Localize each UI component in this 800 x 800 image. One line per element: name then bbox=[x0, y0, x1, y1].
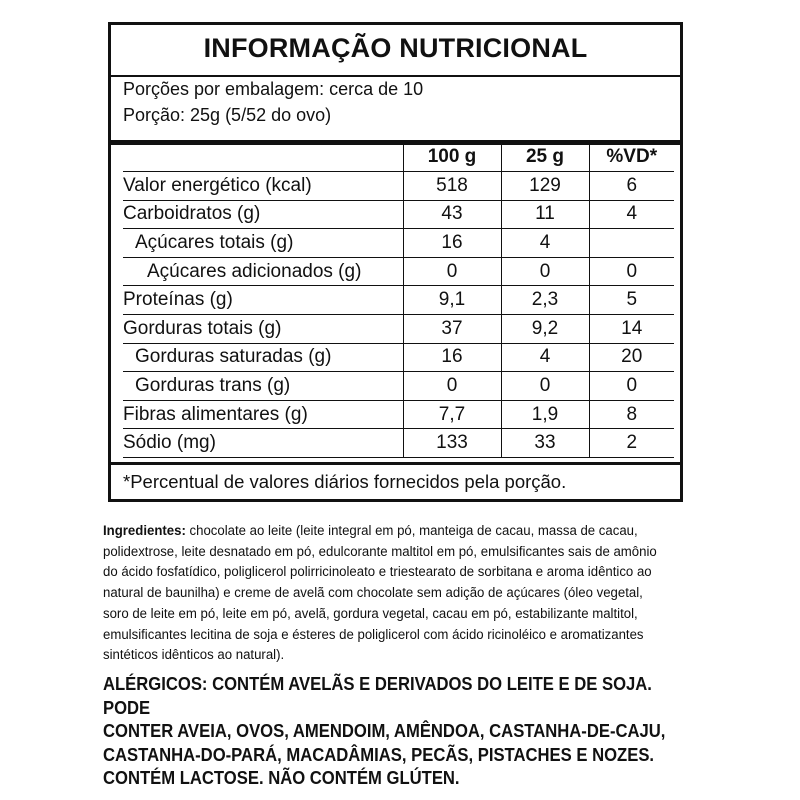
nutrient-row bbox=[123, 257, 674, 286]
value-per-serving: 4 bbox=[501, 229, 589, 258]
value-per-serving: 9,2 bbox=[501, 315, 589, 344]
column-header-100g: 100 g bbox=[403, 143, 501, 172]
nutrient-row bbox=[123, 315, 674, 344]
value-per-100g: 0 bbox=[403, 372, 501, 401]
value-daily-percent: 8 bbox=[589, 400, 674, 429]
value-per-serving: 2,3 bbox=[501, 286, 589, 315]
value-per-serving: 4 bbox=[501, 343, 589, 372]
value-per-100g: 518 bbox=[403, 172, 501, 201]
allergens-line: ALÉRGICOS: CONTÉM AVELÃS E DERIVADOS DO LEITE E DE SOJA. PODE bbox=[103, 674, 652, 718]
nutrient-name: Gorduras trans (g) bbox=[123, 372, 403, 401]
column-header-serving: 25 g bbox=[501, 143, 589, 172]
nutrient-name: Açúcares adicionados (g) bbox=[123, 257, 403, 286]
nutrient-row bbox=[123, 172, 674, 201]
ingredients-line: sintéticos idênticos ao natural). bbox=[103, 647, 285, 664]
allergens-line: CONTÉM LACTOSE. NÃO CONTÉM GLÚTEN. bbox=[103, 768, 460, 788]
value-per-serving: 33 bbox=[501, 429, 589, 458]
servings-per-package: Porções por embalagem: cerca de 10 bbox=[123, 79, 424, 99]
value-per-100g: 0 bbox=[403, 257, 501, 286]
nutrient-row bbox=[123, 200, 674, 229]
allergens-line: CONTER AVEIA, OVOS, AMENDOIM, AMÊNDOA, CASTANHA-DE-CAJU, bbox=[103, 721, 666, 741]
nutrient-row bbox=[123, 429, 674, 458]
value-daily-percent: 4 bbox=[589, 200, 674, 229]
ingredients-line: emulsificantes lecitina de soja e ésteres de poliglicerol com ácido ricinoléico e aromatizantes bbox=[103, 626, 644, 643]
value-per-100g: 7,7 bbox=[403, 400, 501, 429]
value-per-serving: 1,9 bbox=[501, 400, 589, 429]
nutrient-name: Açúcares totais (g) bbox=[123, 229, 403, 258]
nutrition-facts-label bbox=[108, 22, 683, 502]
label-title: INFORMAÇÃO NUTRICIONAL bbox=[203, 33, 588, 63]
value-per-serving: 0 bbox=[501, 372, 589, 401]
nutrient-row bbox=[123, 372, 674, 401]
nutrient-name: Proteínas (g) bbox=[123, 286, 403, 315]
nutrient-name: Gorduras saturadas (g) bbox=[123, 343, 403, 372]
column-header-vd: %VD* bbox=[589, 143, 674, 172]
footer-divider bbox=[111, 462, 680, 465]
value-per-100g: 16 bbox=[403, 343, 501, 372]
nutrient-row bbox=[123, 229, 674, 258]
nutrition-table bbox=[123, 143, 674, 458]
nutrient-row bbox=[123, 400, 674, 429]
value-per-serving: 11 bbox=[501, 200, 589, 229]
value-daily-percent: 20 bbox=[589, 343, 674, 372]
value-per-100g: 37 bbox=[403, 315, 501, 344]
value-per-100g: 9,1 bbox=[403, 286, 501, 315]
value-daily-percent: 0 bbox=[589, 372, 674, 401]
footnote: *Percentual de valores diários fornecidos pela porção. bbox=[123, 471, 567, 492]
value-per-serving: 0 bbox=[501, 257, 589, 286]
allergens-line: CASTANHA-DO-PARÁ, MACADÂMIAS, PECÃS, PISTACHES E NOZES. bbox=[103, 744, 655, 765]
nutrient-name: Sódio (mg) bbox=[123, 429, 403, 458]
ingredients-label: Ingredientes: bbox=[103, 523, 186, 539]
value-per-serving: 129 bbox=[501, 172, 589, 201]
table-header-row bbox=[123, 143, 674, 172]
ingredients-line: do ácido fosfatídico, poliglicerol polirricinoleato e triestearato de sorbitana e aroma idêntico ao bbox=[103, 564, 652, 581]
value-daily-percent: 5 bbox=[589, 286, 674, 315]
value-per-100g: 133 bbox=[403, 429, 501, 458]
ingredients-line: natural de baunilha) e creme de avelã com chocolate sem adição de açúcares (óleo vegetal, bbox=[103, 585, 643, 602]
value-daily-percent: 0 bbox=[589, 257, 674, 286]
nutrient-name: Fibras alimentares (g) bbox=[123, 400, 403, 429]
value-daily-percent bbox=[589, 229, 674, 258]
nutrient-row bbox=[123, 343, 674, 372]
nutrient-name: Valor energético (kcal) bbox=[123, 172, 403, 201]
nutrient-name: Carboidratos (g) bbox=[123, 200, 403, 229]
value-daily-percent: 2 bbox=[589, 429, 674, 458]
nutrient-row bbox=[123, 286, 674, 315]
value-daily-percent: 6 bbox=[589, 172, 674, 201]
ingredients-text bbox=[103, 521, 696, 666]
table-header-blank bbox=[123, 143, 403, 172]
allergens-statement bbox=[103, 673, 698, 791]
value-per-100g: 16 bbox=[403, 229, 501, 258]
value-daily-percent: 14 bbox=[589, 315, 674, 344]
ingredients-line: polidextrose, leite desnatado em pó, edulcorante maltitol em pó, emulsificantes sais de amônio bbox=[103, 543, 657, 560]
value-per-100g: 43 bbox=[403, 200, 501, 229]
ingredients-line: soro de leite em pó, leite em pó, avelã, gordura vegetal, cacau em pó, estabilizante maltitol, bbox=[103, 605, 638, 622]
serving-size: Porção: 25g (5/52 do ovo) bbox=[123, 105, 332, 125]
ingredients-line: chocolate ao leite (leite integral em pó, manteiga de cacau, massa de cacau, bbox=[185, 523, 638, 539]
title-divider bbox=[111, 75, 680, 77]
nutrient-name: Gorduras totais (g) bbox=[123, 315, 403, 344]
